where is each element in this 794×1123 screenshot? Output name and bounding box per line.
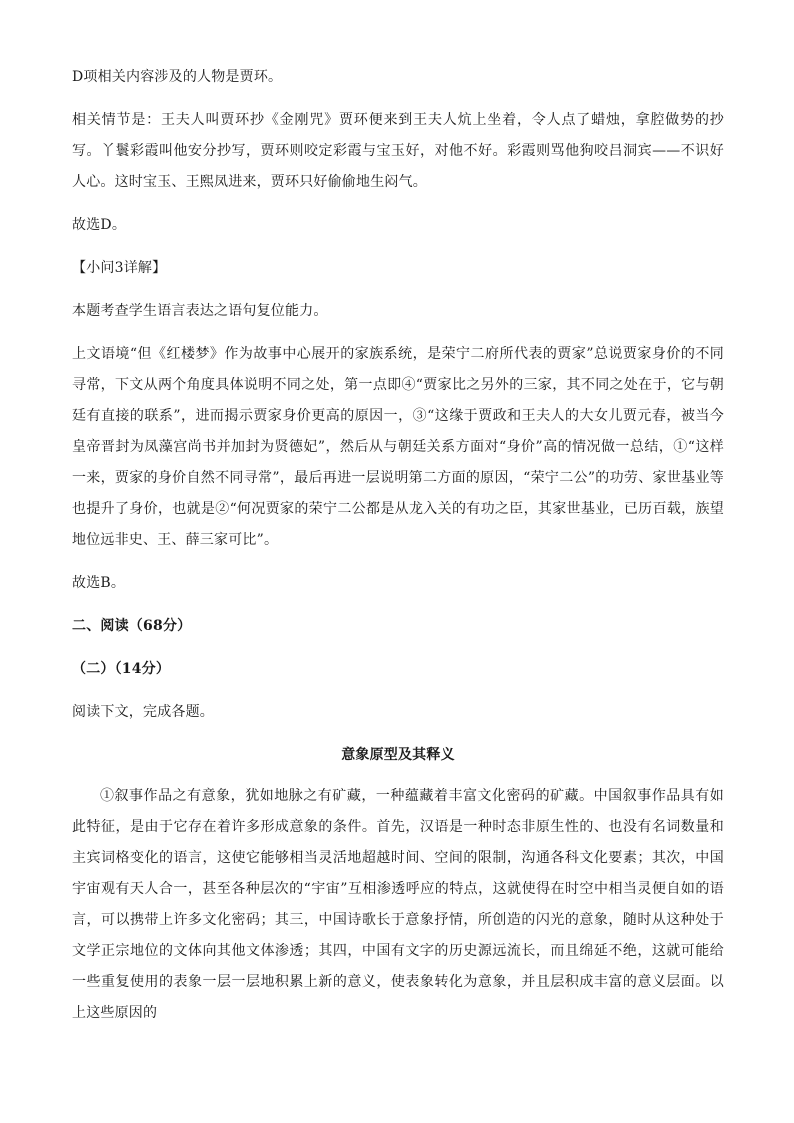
instruction-text: 阅读下文，完成各题。 (72, 704, 214, 720)
answer-d: 故选D。 (72, 217, 127, 233)
paragraph-context-analysis: 上文语境“但《红楼梦》作为故事中心展开的家族系统，是荣宁二府所代表的贾家”总说贾家身价的不同寻常，下文从两个角度具体说明不同之处，第一点即④“贾家比之另外的三家，其不同之处在于，它与朝廷有直接的联系”，进而揭示贾家身价更高的原因一，③“这缘于贾政和王夫人的大女儿贾元春，被当今皇帝晋封为凤藻宫尚书并加封为贤德妃”，然后从与朝廷关系方面对“身价”高的情况做一总结，①“这样一来，贾家的身价自然不同寻常”，最后再进一层说明第二方面的原因，“荣宁二公”的功劳、家世基业等也提升了身价，也就是②“何况贾家的荣宁二公都是从龙入关的有功之臣，其家世基业，已历百载，族望地位远非史、王、薛三家可比”。 (72, 346, 724, 548)
answer-b: 故选B。 (72, 575, 126, 591)
article-title: 意象原型及其释义 (341, 747, 455, 763)
subsection-heading: （二）（14分） (72, 661, 171, 677)
section-heading-reading: 二、阅读（68分） (72, 618, 192, 634)
paragraph-ability: 本题考查学生语言表达之语句复位能力。 (72, 303, 328, 319)
article-paragraph-1: ①叙事作品之有意象，犹如地脉之有矿藏，一种蕴藏着丰富文化密码的矿藏。中国叙事作品具有如此特征，是由于它存在着许多形成意象的条件。首先，汉语是一种时态非原生性的、也没有名词数量和主宾词格变化的语言，这使它能够相当灵活地超越时间、空间的限制，沟通各科文化要素；其次，中国宇宙观有天人合一，甚至各种层次的“宇宙”互相渗透呼应的特点，这就使得在时空中相当灵便自如的语言，可以携带上许多文化密码；其三，中国诗歌长于意象抒情，所创造的闪光的意象，随时从这种处于文学正宗地位的文体向其他文体渗透；其四，中国有文字的历史源远流长，而且绵延不绝，这就可能给一些重复使用的表象一层一层地积累上新的意义，使表象转化为意象，并且层积成丰富的意义层面。以上这些原因的 (72, 788, 724, 1021)
paragraph-d-option: D项相关内容涉及的人物是贾环。 (72, 69, 283, 85)
paragraph-plot: 相关情节是：王夫人叫贾环抄《金刚咒》贾环便来到王夫人炕上坐着，令人点了蜡烛，拿腔做势的抄写。丫鬟彩霞叫他安分抄写，贾环则咬定彩霞与宝玉好，对他不好。彩霞则骂他狗咬吕洞宾——不识好人心。这时宝玉、王熙凤进来，贾环只好偷偷地生闷气。 (72, 112, 724, 190)
document-page (72, 62, 724, 1029)
subquestion-3-heading: 【小问3详解】 (72, 260, 167, 276)
